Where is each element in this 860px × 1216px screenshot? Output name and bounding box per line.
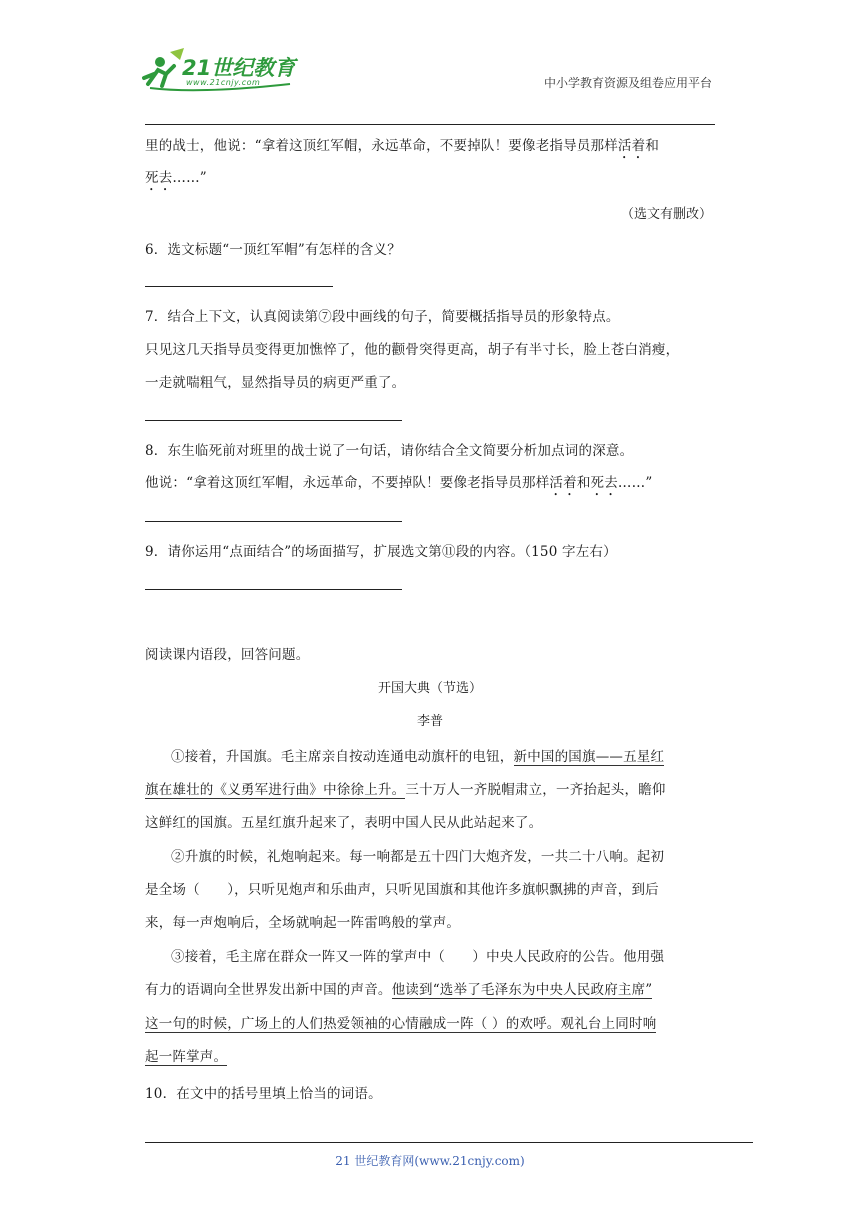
- platform-tagline: 中小学教育资源及组卷应用平台: [543, 76, 712, 90]
- paragraph-3: ③接着，毛主席在群众一阵又一阵的掌声中（ ）中央人民政府的公告。他用强: [171, 949, 665, 965]
- paragraph-2: ②升旗的时候，礼炮响起来。每一响都是五十四门大炮齐发，一共二十八响。起初: [171, 849, 665, 865]
- underlined-sentence: 起一阵掌声。: [145, 1049, 228, 1065]
- site-logo: [140, 44, 315, 92]
- answer-blank[interactable]: [145, 589, 402, 590]
- question-9: 9．请你运用“点面结合”的场面描写，扩展选文第⑪段的内容。（150 字左右）: [145, 544, 617, 560]
- emphasized-word: 死去: [590, 475, 618, 491]
- question-10: 10．在文中的括号里填上恰当的词语。: [145, 1086, 382, 1102]
- paragraph-1-cont: 这鲜红的国旗。五星红旗升起来了，表明中国人民从此站起来了。: [145, 815, 543, 831]
- paragraph-3-cont: [145, 1045, 227, 1065]
- paragraph-3-cont: 有力的语调向全世界发出新中国的声音。他读到“选举了毛泽东为中央人民政府主席”: [145, 982, 653, 998]
- passage-author: 李普: [416, 714, 443, 729]
- question-6: 6．选文标题“一顶红军帽”有怎样的含义？: [145, 242, 401, 258]
- quoted-sentence: 只见这几天指导员变得更加憔悴了，他的颧骨突得更高，胡子有半寸长，脸上苍白消瘦，: [145, 342, 680, 358]
- passage-title: 开国大典（节选）: [377, 681, 482, 696]
- answer-blank[interactable]: [145, 286, 333, 287]
- quoted-sentence: 他说：“拿着这顶红军帽，永远革命，不要掉队！要像老指导员那样活着和死去……”: [145, 475, 653, 491]
- logo-url: www.21cnjy.com: [186, 78, 261, 87]
- passage-line: 死去……”: [145, 170, 207, 186]
- emphasized-word: 活着: [549, 475, 577, 491]
- underlined-sentence: 旗在雄壮的《义勇军进行曲》中徐徐上升。: [145, 782, 406, 798]
- paragraph-3-cont: [145, 1012, 656, 1032]
- footer-divider: [145, 1142, 753, 1143]
- underlined-sentence: 这一句的时候，广场上的人们热爱领袖的心情融成一阵（ ）的欢呼。观礼台上同时响: [145, 1016, 657, 1032]
- answer-blank[interactable]: [145, 420, 402, 421]
- underlined-sentence: 新中国的国旗——五星红: [513, 749, 665, 765]
- paragraph-1-cont: 旗在雄壮的《义勇军进行曲》中徐徐上升。三十万人一齐脱帽肃立，一齐抬起头，瞻仰: [145, 782, 666, 798]
- answer-blank[interactable]: [145, 521, 402, 522]
- underlined-sentence: 他读到“选举了毛泽东为中央人民政府主席”: [391, 982, 653, 998]
- paragraph-2-cont: 来，每一声炮响后，全场就响起一阵雷鸣般的掌声。: [145, 915, 461, 931]
- question-7: 7．结合上下文，认真阅读第⑦段中画线的句子，简要概括指导员的形象特点。: [145, 309, 620, 325]
- emphasized-word: 死去: [145, 170, 173, 186]
- footer-link[interactable]: 21 世纪教育网(www.21cnjy.com): [335, 1154, 525, 1168]
- reading-intro: 阅读课内语段，回答问题。: [145, 647, 310, 663]
- source-note: （选文有删改）: [620, 207, 712, 222]
- logo-text: 21世纪教育: [182, 56, 296, 80]
- paragraph-2-cont: 是全场（ ），只听见炮声和乐曲声，只听见国旗和其他许多旗帜飘拂的声音，到后: [145, 882, 659, 898]
- question-8: 8．东生临死前对班里的战士说了一句话，请你结合全文简要分析加点词的深意。: [145, 443, 634, 459]
- passage-line: 里的战士，他说：“拿着这顶红军帽，永远革命，不要掉队！要像老指导员那样活着和: [145, 138, 660, 154]
- emphasized-word: 活着: [617, 138, 646, 154]
- paragraph-1: ①接着，升国旗。毛主席亲自按动连通电动旗杆的电钮，新中国的国旗——五星红: [171, 749, 665, 765]
- quoted-sentence: 一走就喘粗气，显然指导员的病更严重了。: [145, 375, 406, 391]
- header-divider: [145, 124, 715, 125]
